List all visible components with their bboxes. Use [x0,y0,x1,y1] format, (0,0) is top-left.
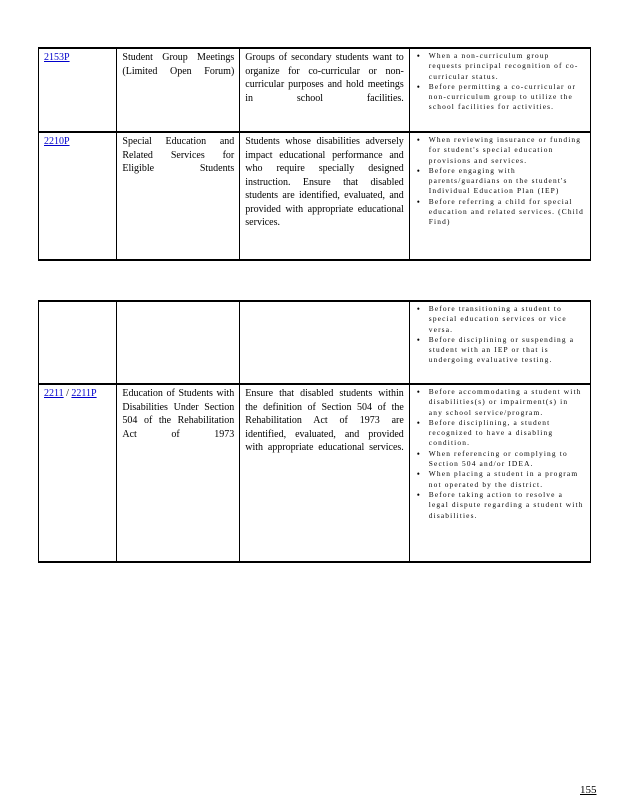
empty-cell [39,301,117,384]
list-item: • Before engaging with parents/guardians on the student's Individual Education Plan (IEP) [429,166,585,197]
table-row [39,301,591,384]
list-item: • When referencing or complying to Section 504 and/or IDEA. [429,449,585,470]
list-item: • Before permitting a co-curricular or non-curriculum group to utilize the school facilities for activities. [429,82,585,113]
policy-triggers-cell [409,48,590,132]
list-item: • When reviewing insurance or funding for student's special education provisions and services. [429,135,585,166]
policy-link-2210p[interactable]: 2210P [44,136,70,147]
policy-table-2 [38,300,591,563]
list-item: • Before transitioning a student to special education services or vice versa. [429,304,585,335]
policy-table-1 [38,47,591,261]
table-row [39,48,591,132]
list-item: • Before disciplining or suspending a student with an IEP or that is undergoing evaluative testing. [429,335,585,366]
policy-triggers-cell [409,301,590,384]
policy-description-cell: Students whose disabilities adversely impact educational performance and who require specially designed instruction. Ensure that disabled students are identified, evaluated, and provided with appropriate educational services. [240,132,410,260]
policy-triggers-cell [409,132,590,260]
list-item: • Before referring a child for special education and related services. (Child Find) [429,197,585,228]
policy-description-cell: Ensure that disabled students within the definition of Section 504 of the Rehabilitation Act of 1973 are identified, evaluated, and provided with appropriate educational services. [240,384,410,562]
list-item: • Before accommodating a student with disabilities(s) or impairment(s) in any school service/program. [429,387,585,418]
policy-code-cell [39,384,117,562]
list-item: • When placing a student in a program not operated by the district. [429,469,585,490]
policy-link-2211[interactable]: 2211 [44,388,64,399]
policy-link-2211p[interactable]: 2211P [71,388,97,399]
empty-cell [240,301,410,384]
policy-title-cell: Education of Students with Disabilities Under Section 504 of the Rehabilitation Act of 1973 [117,384,240,562]
empty-cell [117,301,240,384]
list-item: • When a non-curriculum group requests principal recognition of co-curricular status. [429,51,585,82]
list-item: • Before taking action to resolve a legal dispute regarding a student with disabilities. [429,490,585,521]
page-number: 155 [580,784,597,796]
table-row [39,132,591,260]
list-item: • Before disciplining, a student recognized to have a disabling condition. [429,418,585,449]
table-row [39,384,591,562]
policy-title-cell: Special Education and Related Services for Eligible Students [117,132,240,260]
policy-description-cell: Groups of secondary students want to organize for co-curricular or non-curricular purposes and hold meetings in school facilities. [240,48,410,132]
policy-title-cell: Student Group Meetings (Limited Open Forum) [117,48,240,132]
policy-link-2153p[interactable]: 2153P [44,52,70,63]
policy-code-cell [39,48,117,132]
policy-triggers-cell [409,384,590,562]
policy-code-cell [39,132,117,260]
code-separator: / [63,388,72,399]
